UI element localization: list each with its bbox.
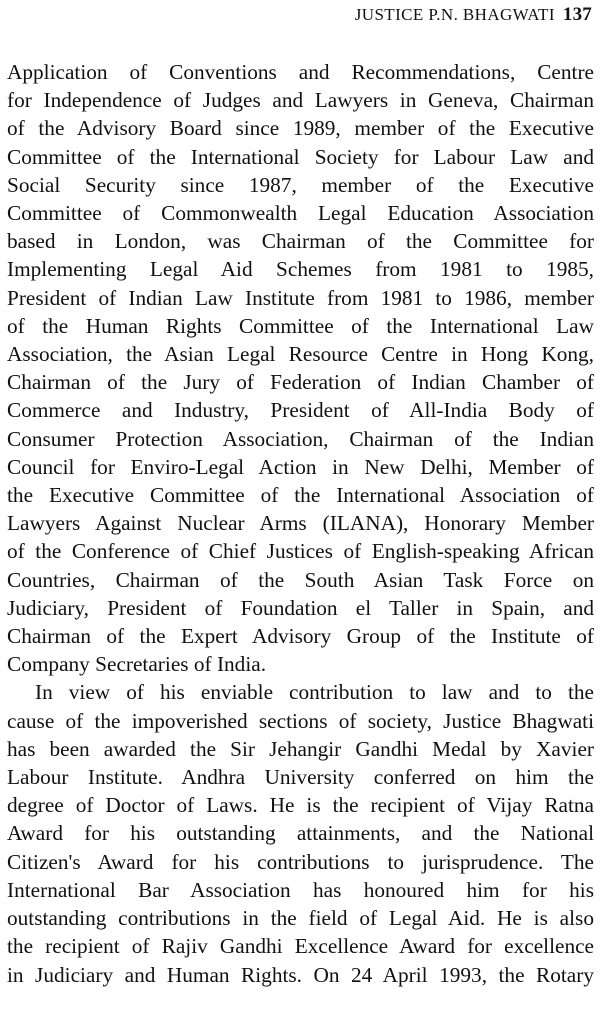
text-line: for Independence of Judges and Lawyers in Geneva, Chairman (7, 88, 594, 113)
paragraph (7, 58, 594, 678)
text-line: Judiciary, President of Foundation el Taller in Spain, and (7, 595, 594, 620)
text-line: President of Indian Law Institute from 1981 to 1986, member (7, 285, 594, 310)
text-line: outstanding contributions in the field of Legal Aid. He is also (7, 906, 594, 931)
paragraph (7, 678, 594, 988)
text-line: cause of the impoverished sections of society, Justice Bhagwati (7, 708, 594, 733)
text-line: Consumer Protection Association, Chairman of the Indian (7, 426, 594, 451)
text-line: Company Secretaries of India. (7, 652, 267, 677)
text-line: Social Security since 1987, member of the Executive (7, 172, 594, 197)
text-line: Commerce and Industry, President of All-India Body of (7, 398, 594, 423)
text-line: the recipient of Rajiv Gandhi Excellence Award for excellence (7, 934, 594, 959)
text-line: the Executive Committee of the International Association of (7, 483, 594, 508)
text-line: of the Human Rights Committee of the International Law (7, 313, 594, 338)
text-line: Implementing Legal Aid Schemes from 1981 to 1985, (7, 257, 594, 282)
text-line: degree of Doctor of Laws. He is the recipient of Vijay Ratna (7, 793, 594, 818)
text-line: Chairman of the Expert Advisory Group of the Institute of (7, 624, 594, 649)
text-line: Countries, Chairman of the South Asian Task Force on (7, 567, 594, 592)
text-line: Committee of the International Society for Labour Law and (7, 144, 594, 169)
text-line: has been awarded the Sir Jehangir Gandhi Medal by Xavier (7, 736, 594, 761)
text-line: of the Advisory Board since 1989, member of the Executive (7, 116, 594, 141)
text-line: Award for his outstanding attainments, and the National (7, 821, 594, 846)
text-line: of the Conference of Chief Justices of English-speaking African (7, 539, 594, 564)
page-number: 137 (562, 4, 592, 25)
text-line: Labour Institute. Andhra University conferred on him the (7, 765, 594, 790)
text-line: Chairman of the Jury of Federation of Indian Chamber of (7, 370, 594, 395)
text-line: Lawyers Against Nuclear Arms (ILANA), Honorary Member (7, 511, 594, 536)
text-line: Application of Conventions and Recommendations, Centre (7, 60, 594, 84)
body-text (7, 58, 594, 989)
text-line: International Bar Association has honoured him for his (7, 877, 594, 902)
text-line: Citizen's Award for his contributions to jurisprudence. The (7, 849, 594, 874)
text-line: Committee of Commonwealth Legal Education Association (7, 201, 594, 226)
running-head (8, 4, 592, 26)
text-line: Council for Enviro-Legal Action in New Delhi, Member of (7, 454, 594, 479)
running-head-title: JUSTICE P.N. BHAGWATI (354, 5, 555, 24)
text-line: In view of his enviable contribution to law and to the (35, 680, 594, 705)
text-line: based in London, was Chairman of the Committee for (7, 229, 594, 254)
text-line: in Judiciary and Human Rights. On 24 April 1993, the Rotary (7, 962, 594, 987)
text-line: Association, the Asian Legal Resource Centre in Hong Kong, (7, 342, 594, 367)
